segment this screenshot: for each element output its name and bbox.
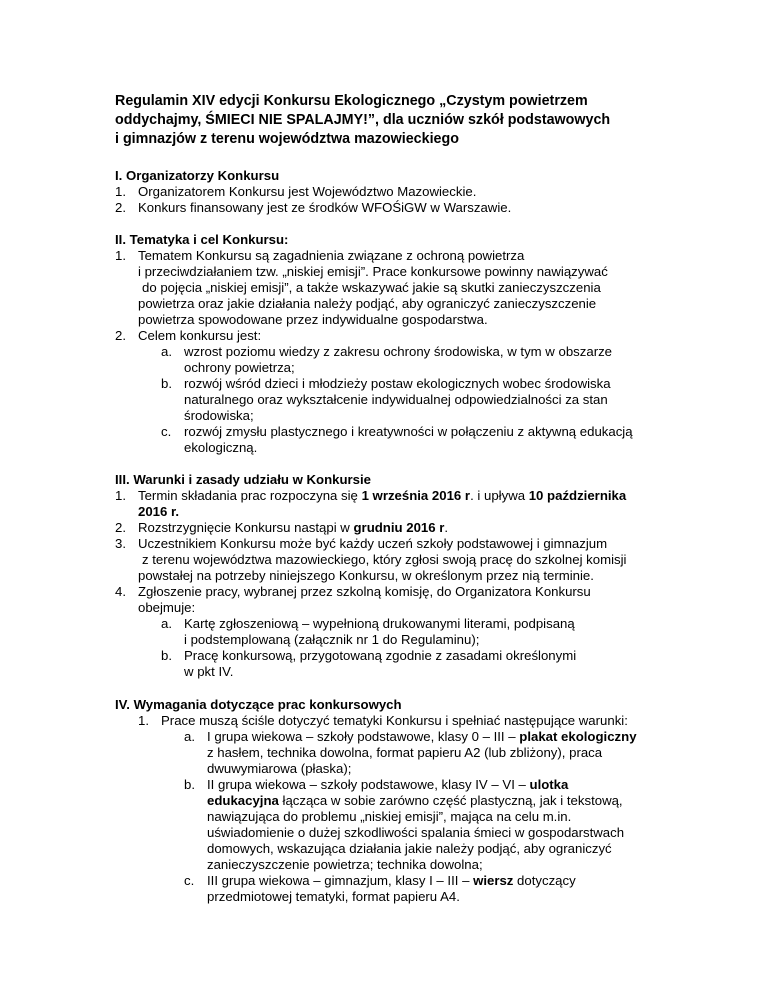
list-item-line: Uczestnikiem Konkursu może być każdy uczeń szkoły podstawowej i gimnazjum (138, 536, 608, 551)
result-date: grudniu 2016 r (353, 520, 445, 535)
list-number: 3. (115, 536, 126, 551)
sub-item-letter: c. (184, 873, 195, 888)
title-line-3: i gimnazjów z terenu województwa mazowieckiego (115, 131, 459, 147)
text-run: łącząca w sobie zarówno część plastyczną, jak i tekstową, (278, 793, 623, 808)
sub-item-line: Pracę konkursową, przygotowaną zgodnie z zasadami określonymi (184, 648, 577, 663)
list-item-line: i przeciwdziałaniem tzw. „niskiej emisji”. Prace konkursowe powinny nawiązywać (138, 264, 608, 279)
sub-item-line: dwuwymiarowa (płaska); (207, 761, 352, 776)
text-run: Rozstrzygnięcie Konkursu nastąpi w (138, 520, 354, 535)
sub-item-line: naturalnego oraz wykształcenie indywidualnej odpowiedzialności za stan (184, 392, 608, 407)
list-item-line: do pojęcia „niskiej emisji”, a także wskazywać jakie są skutki zanieczyszczenia (142, 280, 601, 295)
list-item-line: powietrza oraz jakie działania należy podjąć, aby ograniczyć zanieczyszczenie (138, 296, 597, 311)
sub-item-line (207, 793, 623, 809)
sub-item-letter: c. (161, 424, 172, 439)
sub-item-line: wzrost poziomu wiedzy z zakresu ochrony środowiska, w tym w obszarze (184, 344, 613, 359)
work-type: wiersz (473, 873, 514, 888)
list-item-line: obejmuje: (138, 600, 196, 615)
date-start: 1 września 2016 r (361, 488, 471, 503)
sub-item-line: w pkt IV. (184, 664, 234, 679)
list-number: 1. (115, 248, 126, 263)
section-2-heading: II. Tematyka i cel Konkursu: (115, 232, 289, 247)
text-run: . i upływa (470, 488, 529, 503)
sub-item-letter: a. (161, 344, 172, 359)
list-item-line (138, 520, 448, 536)
sub-item-line (207, 729, 637, 745)
sub-item-line: domowych, wskazująca działania jakie należy podjąć, aby ograniczyć (207, 841, 612, 856)
sub-item-line: i podstemplowaną (załącznik nr 1 do Regulaminu); (184, 632, 480, 647)
list-item: Organizatorem Konkursu jest Województwo Mazowieckie. (138, 184, 477, 199)
list-item-line: Tematem Konkursu są zagadnienia związane z ochroną powietrza (138, 248, 525, 263)
sub-item-line (207, 777, 568, 793)
text-run: dotyczący (513, 873, 576, 888)
date-end-year: 2016 r. (138, 504, 180, 519)
list-number: 4. (115, 584, 126, 599)
sub-item-letter: b. (161, 376, 172, 391)
list-item: Prace muszą ściśle dotyczyć tematyki Konkursu i spełniać następujące warunki: (161, 713, 628, 728)
list-item-line (138, 488, 626, 504)
list-item: Konkurs finansowany jest ze środków WFOŚiGW w Warszawie. (138, 200, 512, 215)
text-run: Termin składania prac rozpoczyna się (138, 488, 362, 503)
sub-item-line: rozwój zmysłu plastycznego i kreatywności w połączeniu z aktywną edukacją (184, 424, 633, 439)
section-4-heading: IV. Wymagania dotyczące prac konkursowych (115, 697, 402, 712)
sub-item-line: uświadomienie o dużej szkodliwości spalania śmieci w gospodarstwach (207, 825, 625, 840)
sub-item-line: z hasłem, technika dowolna, format papieru A2 (lub zbliżony), praca (207, 745, 603, 760)
sub-item-line: ochrony powietrza; (184, 360, 295, 375)
section-1-heading: I. Organizatorzy Konkursu (115, 168, 280, 183)
work-type: ulotka (529, 777, 569, 792)
sub-item-line: Kartę zgłoszeniową – wypełnioną drukowanymi literami, podpisaną (184, 616, 575, 631)
list-number: 2. (115, 328, 126, 343)
list-number: 1. (138, 713, 149, 728)
text-run: III grupa wiekowa – gimnazjum, klasy I – III – (207, 873, 474, 888)
sub-item-line: zanieczyszczenie powietrza; technika dowolna; (207, 857, 483, 872)
sub-item-line (207, 873, 576, 889)
sub-item-letter: a. (184, 729, 195, 744)
sub-item-line: przedmiotowej tematyki, format papieru A4. (207, 889, 460, 904)
sub-item-letter: b. (184, 777, 195, 792)
list-item-line: Zgłoszenie pracy, wybranej przez szkolną komisję, do Organizatora Konkursu (138, 584, 591, 599)
list-number: 1. (115, 184, 126, 199)
work-type: plakat ekologiczny (519, 729, 637, 744)
list-number: 2. (115, 520, 126, 535)
text-run: . (444, 520, 449, 535)
list-item: Celem konkursu jest: (138, 328, 262, 343)
sub-item-line: nawiązująca do problemu „niskiej emisji”, mająca na celu m.in. (207, 809, 572, 824)
sub-item-letter: a. (161, 616, 172, 631)
list-number: 2. (115, 200, 126, 215)
sub-item-letter: b. (161, 648, 172, 663)
text-run: I grupa wiekowa – szkoły podstawowe, klasy 0 – III – (207, 729, 520, 744)
list-item-line: z terenu województwa mazowieckiego, który zgłosi swoją pracę do szkolnej komisji (142, 552, 627, 567)
sub-item-line: rozwój wśród dzieci i młodzieży postaw ekologicznych wobec środowiska (184, 376, 611, 391)
list-number: 1. (115, 488, 126, 503)
sub-item-line: ekologiczną. (184, 440, 258, 455)
section-3-heading: III. Warunki i zasady udziału w Konkursie (115, 472, 371, 487)
title-line-2: oddychajmy, ŚMIECI NIE SPALAJMY!”, dla uczniów szkół podstawowych (115, 112, 611, 128)
list-item-line: powietrza spowodowane przez indywidualne gospodarstwa. (138, 312, 488, 327)
work-type: edukacyjna (207, 793, 279, 808)
date-end: 10 października (528, 488, 627, 503)
text-run: II grupa wiekowa – szkoły podstawowe, klasy IV – VI – (207, 777, 530, 792)
title-line-1: Regulamin XIV edycji Konkursu Ekologicznego „Czystym powietrzem (115, 93, 588, 109)
sub-item-line: środowiska; (184, 408, 254, 423)
list-item-line: powstałej na potrzeby niniejszego Konkursu, w określonym przez nią terminie. (138, 568, 594, 583)
